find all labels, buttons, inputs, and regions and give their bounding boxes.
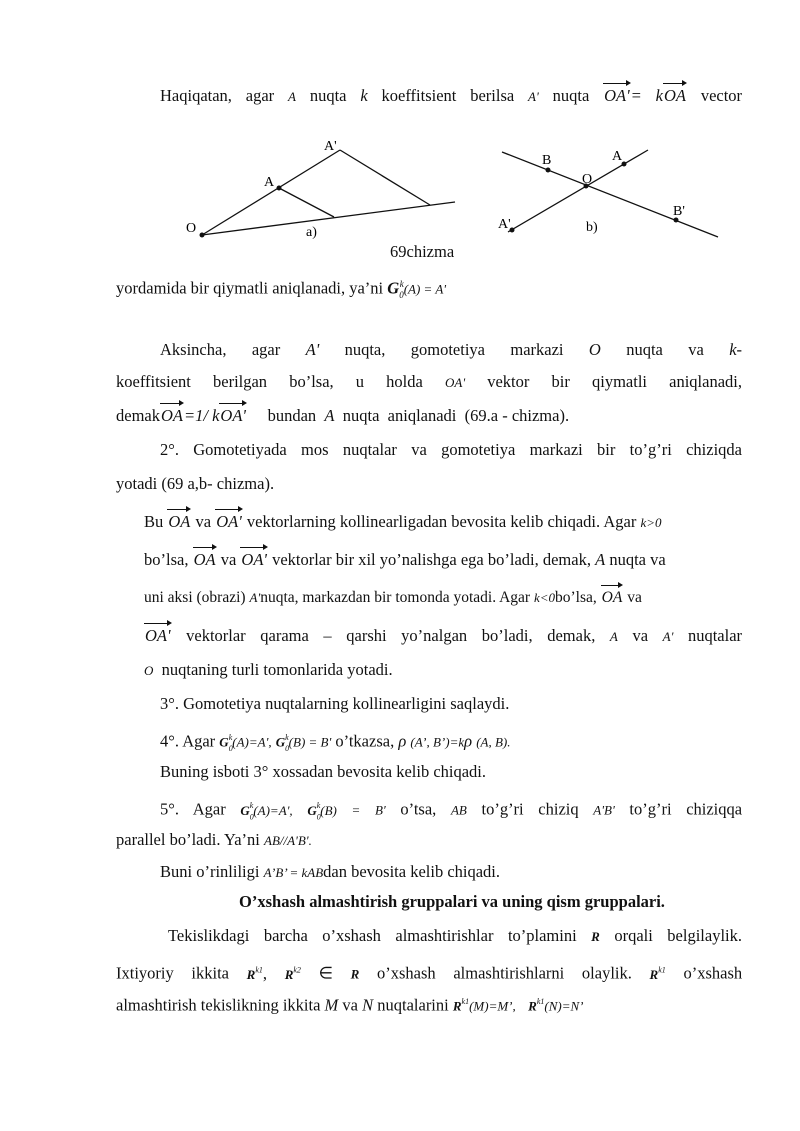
word: vektorlar bir xil yo’nalishga ega bo’ladi, demak, <box>272 550 591 569</box>
sub: 0 <box>399 289 404 300</box>
var-b-prime: B' <box>374 802 386 818</box>
vector-oa: OA <box>160 406 183 425</box>
var-a: A <box>324 406 335 425</box>
sup: k <box>316 801 321 810</box>
equals: = <box>351 802 361 818</box>
word: Buni o’rinliligi <box>160 862 260 881</box>
label-tag-a: a) <box>306 225 317 240</box>
var-r: R <box>246 966 256 982</box>
set-r: R <box>350 966 360 982</box>
vector-oa-prime: OA' <box>220 406 246 425</box>
formula: (B) = B' <box>288 734 332 750</box>
text-line-6: 2°. Gomotetiyada mos nuqtalar va gomotetiya markazi bir to’g’ri chiziqda <box>160 440 742 459</box>
var-o: O <box>144 663 154 678</box>
var-oa-prime: OA' <box>444 375 466 390</box>
text-line-16 <box>160 796 742 827</box>
text-line-9 <box>144 550 666 570</box>
comma: , <box>262 963 268 983</box>
word: va <box>220 550 237 569</box>
vector-oa-prime: OA' <box>241 550 267 569</box>
text-line-4 <box>116 372 742 393</box>
word: vektorlar qarama – qarshi yo’nalgan <box>186 626 468 645</box>
word: koeffitsient <box>116 372 191 391</box>
sup: k1 <box>255 965 263 974</box>
word: agar <box>251 340 281 359</box>
word: nuqta va <box>609 550 666 569</box>
word: Aksincha, <box>160 340 227 359</box>
text-line-10 <box>144 588 642 608</box>
point-a <box>622 162 627 167</box>
text-line-2 <box>116 274 446 305</box>
rho-symbol: ρ <box>398 731 407 751</box>
word: orqali belgilaylik. <box>614 926 742 945</box>
word: 5°. <box>160 799 179 819</box>
var-k: k <box>360 86 368 105</box>
var-a-prime: A' <box>305 340 320 359</box>
var-r: R <box>284 966 294 982</box>
vector-oa: OA <box>193 550 216 569</box>
word: agar <box>245 86 275 105</box>
var-a-prime: A' <box>662 629 674 644</box>
vector-oa: OA <box>663 86 686 105</box>
word: vector <box>700 86 743 105</box>
word: yordamida bir qiymatli aniqlanadi, ya’ni <box>116 278 384 298</box>
word: demak, <box>547 626 596 645</box>
segment-a-parallel <box>279 188 334 217</box>
vector-oa-prime: OA' <box>604 86 630 105</box>
word: bo’lsa, <box>289 372 334 391</box>
formula: A’B’ = kAB <box>263 865 324 880</box>
var-g: G <box>240 802 250 818</box>
segment-o-ap <box>202 150 340 235</box>
text-line-3 <box>160 340 742 360</box>
formula: (A)=A', <box>232 734 272 750</box>
label-o: O <box>186 221 197 236</box>
var-o: O <box>588 340 601 359</box>
equals-k: = k <box>630 86 663 105</box>
var-ab: AB <box>450 802 467 818</box>
word: dan bevosita kelib chiqadi. <box>323 862 501 881</box>
sup: k <box>285 733 289 742</box>
label-a: A <box>264 175 275 190</box>
label-tag-b: b) <box>586 220 598 235</box>
var-g: G <box>307 802 317 818</box>
label-a-prime: A' <box>324 139 337 154</box>
rho-symbol: ρ <box>464 731 473 751</box>
word: o’tkazsa, <box>335 731 395 751</box>
word: 4°. Agar <box>160 731 216 751</box>
word: nuqtalar <box>687 626 743 645</box>
figure-69a <box>180 132 470 242</box>
word: nuqta <box>552 86 590 105</box>
text-line-12 <box>144 660 393 681</box>
vector-formula <box>160 406 247 425</box>
set-r: R <box>591 929 600 944</box>
text-line-19 <box>168 926 742 947</box>
word: olaylik. <box>581 963 632 983</box>
word: vektor <box>487 372 530 391</box>
var-g: G <box>387 278 400 298</box>
point-o <box>200 233 205 238</box>
label-o: O <box>582 172 593 187</box>
word: to’g’ri <box>629 799 672 819</box>
sup: k1 <box>658 965 666 974</box>
word: o’xshash <box>377 963 436 983</box>
word: Ixtiyoriy <box>116 963 174 983</box>
word: Agar <box>192 799 226 819</box>
var-a-prime: A' <box>249 590 261 605</box>
word: bo’ladi, <box>481 626 533 645</box>
text-line-5 <box>116 406 569 426</box>
text-line-8 <box>144 512 662 533</box>
word: va <box>342 995 358 1015</box>
text-line-18 <box>160 862 500 883</box>
text-line-11 <box>144 626 742 647</box>
segment-o-end <box>202 202 455 235</box>
var-g: G <box>219 734 229 750</box>
word: u holda <box>355 372 423 391</box>
sup: k1 <box>461 997 470 1006</box>
word: nuqtaning turli tomonlarida yotadi. <box>161 660 393 679</box>
word: nuqta, <box>344 340 386 359</box>
word: qiymatli aniqlanadi, <box>592 372 742 391</box>
word: nuqta <box>342 406 380 425</box>
var-m: M <box>324 995 339 1015</box>
cond-k-positive: k>0 <box>640 515 662 530</box>
word: nuqtalarini <box>377 995 449 1015</box>
word: va <box>195 512 212 531</box>
word: markazi <box>510 340 564 359</box>
var-r: R <box>649 966 659 982</box>
formula: (A, B). <box>476 734 511 750</box>
sub: 0 <box>316 811 321 821</box>
text-line-1 <box>160 86 742 107</box>
sup: k <box>228 733 233 742</box>
var-a: A <box>288 89 296 104</box>
sub: 0 <box>228 743 233 753</box>
var-ab-prime: A'B' <box>593 802 615 818</box>
word: o’xshash <box>683 963 743 983</box>
var-a-prime: A' <box>528 89 539 104</box>
word: bo’lsa, <box>144 550 189 569</box>
word: demak <box>116 406 160 425</box>
label-b-prime: B' <box>673 204 685 219</box>
vector-oa-prime: OA' <box>216 512 242 531</box>
word: Bu <box>144 512 164 531</box>
section-heading: O’xshash almashtirish gruppalari va uning qism gruppalari. <box>239 892 665 911</box>
word: chiziq <box>538 799 579 819</box>
cond-k-negative: k<0 <box>533 590 555 605</box>
var-r: R <box>452 998 462 1014</box>
word: almashtirish tekislikning ikkita <box>116 995 321 1015</box>
text-line-21 <box>116 992 583 1017</box>
word: bundan <box>267 406 317 425</box>
word: bo’lsa, <box>555 589 597 606</box>
point-a <box>277 186 282 191</box>
word: bir <box>551 372 570 391</box>
word: parallel bo’ladi. Ya’ni <box>116 830 260 849</box>
text-line-13: 3°. Gomotetiya nuqtalarning kollinearligini saqlaydi. <box>160 694 510 713</box>
word: vektorlarning kollinearligadan bevosita kelib chiqadi. Agar <box>246 512 637 531</box>
formula: (N)=N’ <box>544 998 584 1014</box>
label-a: A <box>612 149 623 164</box>
word: aniqlanadi <box>387 406 457 425</box>
sup: k <box>399 279 404 289</box>
word: ikkita <box>191 963 229 983</box>
word: nuqta <box>626 340 663 359</box>
sub: 0 <box>249 811 254 821</box>
vector-oa-prime: OA' <box>145 626 171 645</box>
word: va <box>688 340 704 359</box>
formula-rest: (A) = A' <box>403 281 447 297</box>
word: gomotetiya <box>410 340 485 359</box>
word: va <box>632 626 649 645</box>
formula: (A’, B’)=k <box>410 734 465 750</box>
word: to’g’ri <box>481 799 524 819</box>
word: va <box>627 589 642 606</box>
sup: k <box>249 801 254 810</box>
label-a-prime: A' <box>498 217 511 232</box>
word: o’tsa, <box>400 799 437 819</box>
formula: (A)=A', <box>253 802 293 818</box>
sup: k1 <box>536 997 545 1006</box>
point-b <box>546 168 551 173</box>
formula: (M)=M’, <box>469 998 516 1014</box>
line-b-bp <box>502 152 718 237</box>
word: berilgan <box>213 372 268 391</box>
var-a: A <box>595 550 606 569</box>
sup: k2 <box>293 965 301 974</box>
var-k: k- <box>729 340 743 359</box>
word: nuqta, markazdan bir tomonda yotadi. Agar <box>260 589 531 606</box>
var-r: R <box>528 998 537 1014</box>
text-line-15: Buning isboti 3° xossadan bevosita kelib chiqadi. <box>160 762 487 781</box>
text-line-7: yotadi (69 a,b- chizma). <box>116 474 275 493</box>
segment-ap-parallel <box>340 150 430 205</box>
vector-oa: OA <box>168 512 191 531</box>
word: (69.a - chizma). <box>464 406 570 425</box>
text-line-20 <box>116 960 742 985</box>
word: uni aksi (obrazi) <box>144 589 246 606</box>
word: almashtirishlarni <box>453 963 565 983</box>
equals-1-over-k: =1/ k <box>183 406 220 425</box>
formula: (B) <box>320 802 337 818</box>
word: koeffitsient berilsa <box>381 86 515 105</box>
var-g: G <box>275 734 286 750</box>
vector-formula <box>603 86 687 105</box>
var-a: A <box>609 629 618 644</box>
element-of-symbol: ∈ <box>318 963 333 983</box>
word: nuqta <box>309 86 347 105</box>
word: Haqiqatan, <box>160 86 232 105</box>
word: Tekislikdagi barcha o’xshash almashtirishlar to’plamini <box>168 926 577 945</box>
formula-parallel: AB//A'B'. <box>264 833 312 848</box>
vector-oa: OA <box>601 589 623 606</box>
var-n: N <box>362 995 374 1015</box>
figure-caption: 69chizma <box>390 242 455 261</box>
text-line-14 <box>160 728 510 759</box>
sub: 0 <box>285 743 290 753</box>
text-line-17 <box>116 830 312 851</box>
figure-69b <box>490 140 730 240</box>
label-b: B <box>542 153 552 168</box>
word: chiziqqa <box>686 799 743 819</box>
